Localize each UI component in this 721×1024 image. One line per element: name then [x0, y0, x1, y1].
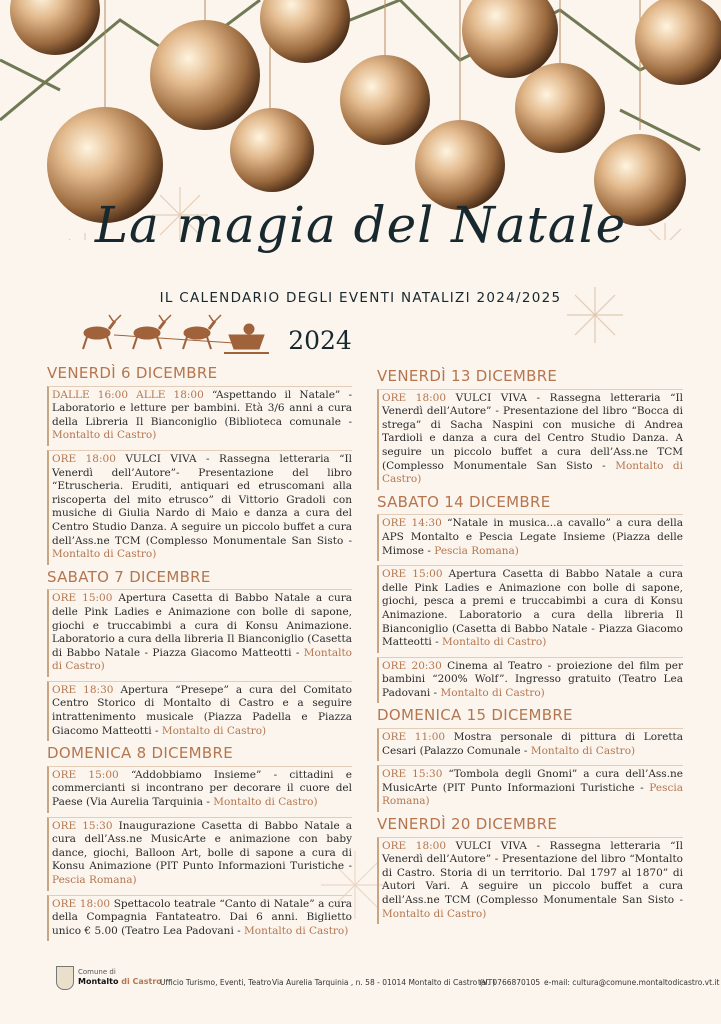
footer-phone: tel. 0766870105: [478, 978, 541, 987]
event-description: Mostra personale di pittura di Loretta Cesari (Palazzo Comunale -: [382, 731, 684, 757]
event-description: “Addobbiamo Insieme” - cittadini e commercianti si incontrano per decorare il cuore del Paese (Via Aurelia Tarquinia -: [52, 768, 352, 809]
day-heading: SABATO 14 DICEMBRE: [377, 492, 551, 511]
event-item: [377, 657, 683, 704]
event-item: [377, 837, 683, 925]
event-item: [47, 386, 352, 446]
year-heading: 2024: [288, 326, 352, 355]
day-heading: SABATO 7 DICEMBRE: [47, 567, 211, 586]
event-description: Spettacolo teatrale “Canto di Natale” a cura della Compagnia Fantateatro. Dai 6 anni. Biglietto unico € 5.00 (Teatro Lea Padovani -: [52, 897, 352, 937]
event-description: Apertura Casetta di Babbo Natale a cura delle Pink Ladies e Animazione con bolle di sapone, giochi, pesca a premi e truccabimbi a cura di Konsu Animazione. Laboratorio a cura della libreria Il Bianconiglio (Casetta di Babbo Natale - Piazza Giacomo Matteotti -: [382, 568, 684, 649]
event-description: VULCI VIVA - Rassegna letteraria “Il Venerdì dell’Autore” - Presentazione del libro “Montalto di Castro. Storia di un territorio. Dal 1797 al 1870” di Autori Vari. A seguire un piccolo buffet a cura dell’Ass.ne TCM (Complesso Monumentale San Sisto -: [382, 839, 684, 906]
comune-name: Montalto di Castro: [78, 977, 162, 986]
event-item: [377, 514, 683, 561]
event-location: Montalto di Castro): [382, 459, 683, 486]
event-location: Montalto di Castro): [530, 744, 636, 757]
event-location: Pescia Romana): [52, 874, 137, 886]
page-subtitle: IL CALENDARIO DEGLI EVENTI NATALIZI 2024/2025: [159, 290, 562, 306]
event-item: [377, 765, 683, 812]
event-time: ORE 15:00: [52, 768, 119, 781]
event-time: ORE 14:30: [382, 517, 442, 530]
event-description: Cinema al Teatro - proiezione del film per bambini “200% Wolf”. Ingresso gratuito (Teatro Lea Padovani -: [382, 659, 683, 699]
footer-address: Via Aurelia Tarquinia , n. 58 - 01014 Montalto di Castro (VT): [272, 978, 496, 987]
event-location: Pescia Romana): [382, 781, 683, 808]
event-location: Montalto di Castro): [440, 686, 545, 699]
footer-email[interactable]: e-mail: cultura@comune.montaltodicastro.vt.it: [544, 978, 720, 987]
event-description: Apertura Casetta di Babbo Natale a cura delle Pink Ladies e Animazione con bolle di sapone, giochi e truccabimbi a cura di Konsu Animazione. Laboratorio a cura della libreria Il Bianconiglio (Casetta di Babbo Natale - Piazza Giacomo Matteotti -: [52, 592, 353, 659]
page-title: La magia del Natale: [94, 196, 627, 254]
event-time: ORE 20:30: [382, 659, 442, 672]
event-description: Inaugurazione Casetta di Babbo Natale a cura dell’Ass.ne MusicArte e animazione con baby dance, giochi, Balloon Art, bolle di sapone a cura di Konsu Animazione (PIT Punto Informazioni Turistiche -: [52, 819, 353, 873]
event-description: “Natale in musica...a cavallo” a cura della APS Montalto e Pescia Legate Insieme (Piazza delle Mimose -: [382, 517, 683, 557]
event-item: [47, 589, 352, 677]
event-item: [47, 681, 352, 741]
event-item: [47, 766, 352, 813]
event-time: DALLE 16:00 ALLE 18:00: [52, 388, 204, 401]
event-time: ORE 18:30: [52, 683, 114, 696]
day-heading: VENERDÌ 20 DICEMBRE: [377, 815, 558, 834]
event-location: Montalto di Castro): [213, 796, 318, 809]
event-time: ORE 18:00: [52, 452, 116, 465]
ornament-ball: [230, 108, 314, 192]
event-time: ORE 11:00: [382, 731, 446, 744]
event-location: Montalto di Castro): [442, 636, 547, 649]
ornament-ball: [515, 63, 605, 153]
event-item: [377, 565, 683, 653]
ornament-ball: [340, 55, 430, 145]
ornament-ball: [150, 20, 260, 130]
event-description: VULCI VIVA - Rassegna letteraria “Il Venerdì dell’Autore”- Presentazione del libro “Etruscheria. Eruditi, antiquari ed etruscomani alla riscoperta del mito etrusco” di Vittorio Gradoli con musiche di Giulia Nardo di Maio e danza a cura del Centro Studio Danza. A seguire un piccolo buffet a cura dell’Ass.ne TCM (Complesso Monumentale San Sisto -: [52, 452, 353, 547]
event-description: Apertura “Presepe” a cura del Comitato Centro Storico di Montalto di Castro e a seguire intrattenimento musicale (Piazza Padella e Piazza Giacomo Matteotti -: [52, 683, 353, 737]
event-location: Montalto di Castro): [382, 907, 487, 920]
event-description: VULCI VIVA - Rassegna letteraria “Il Venerdì dell’Autore” - Presentazione del libro “Bocca di strega” di Sacha Naspini con musiche di Andrea Tardioli e danza a cura del Centro Studio Danza. A seguire un piccolo buffet a cura dell’Ass.ne TCM (Complesso Monumentale San Sisto -: [382, 391, 684, 472]
reindeer-sleigh-icon: [74, 305, 274, 360]
day-heading: VENERDÌ 6 DICEMBRE: [47, 364, 218, 382]
event-location: Montalto di Castro): [244, 924, 349, 937]
event-item: [377, 728, 683, 761]
event-location: Pescia Romana): [434, 544, 519, 557]
event-time: ORE 18:00: [382, 391, 447, 404]
footer-office: Ufficio Turismo, Eventi, Teatro: [160, 978, 272, 987]
municipal-crest-icon: [56, 966, 74, 990]
event-item: [47, 450, 352, 565]
event-description: “Tombola degli Gnomi” a cura dell’Ass.ne MusicArte (PIT Punto Informazioni Turistiche -: [382, 768, 684, 794]
left-events-column: [47, 361, 352, 945]
event-time: ORE 18:00: [52, 897, 111, 910]
comune-label: Comune di: [78, 968, 116, 976]
ornament-ball: [260, 0, 350, 63]
right-events-column: [377, 364, 683, 928]
ornament-ball: [635, 0, 721, 85]
event-item: [47, 895, 352, 942]
event-location: Montalto di Castro): [161, 724, 267, 737]
event-item: [377, 389, 683, 490]
event-item: [47, 817, 352, 891]
event-time: ORE 15:00: [382, 568, 443, 581]
event-description: “Aspettando il Natale” - Laboratorio e letture per bambini. Età 3/6 anni a cura della Libreria Il Bianconiglio (Biblioteca comunale -: [52, 388, 352, 428]
event-time: ORE 15:00: [52, 592, 113, 605]
event-time: ORE 18:00: [382, 839, 447, 852]
day-heading: DOMENICA 8 DICEMBRE: [47, 744, 233, 763]
event-location: Montalto di Castro): [52, 548, 157, 561]
event-time: ORE 15:30: [382, 768, 443, 781]
event-location: Montalto di Castro): [52, 429, 157, 442]
event-location: Montalto di Castro): [52, 646, 352, 673]
footer: [0, 960, 721, 1000]
event-time: ORE 15:30: [52, 819, 113, 832]
day-heading: DOMENICA 15 DICEMBRE: [377, 706, 573, 725]
day-heading: VENERDÌ 13 DICEMBRE: [377, 367, 558, 385]
